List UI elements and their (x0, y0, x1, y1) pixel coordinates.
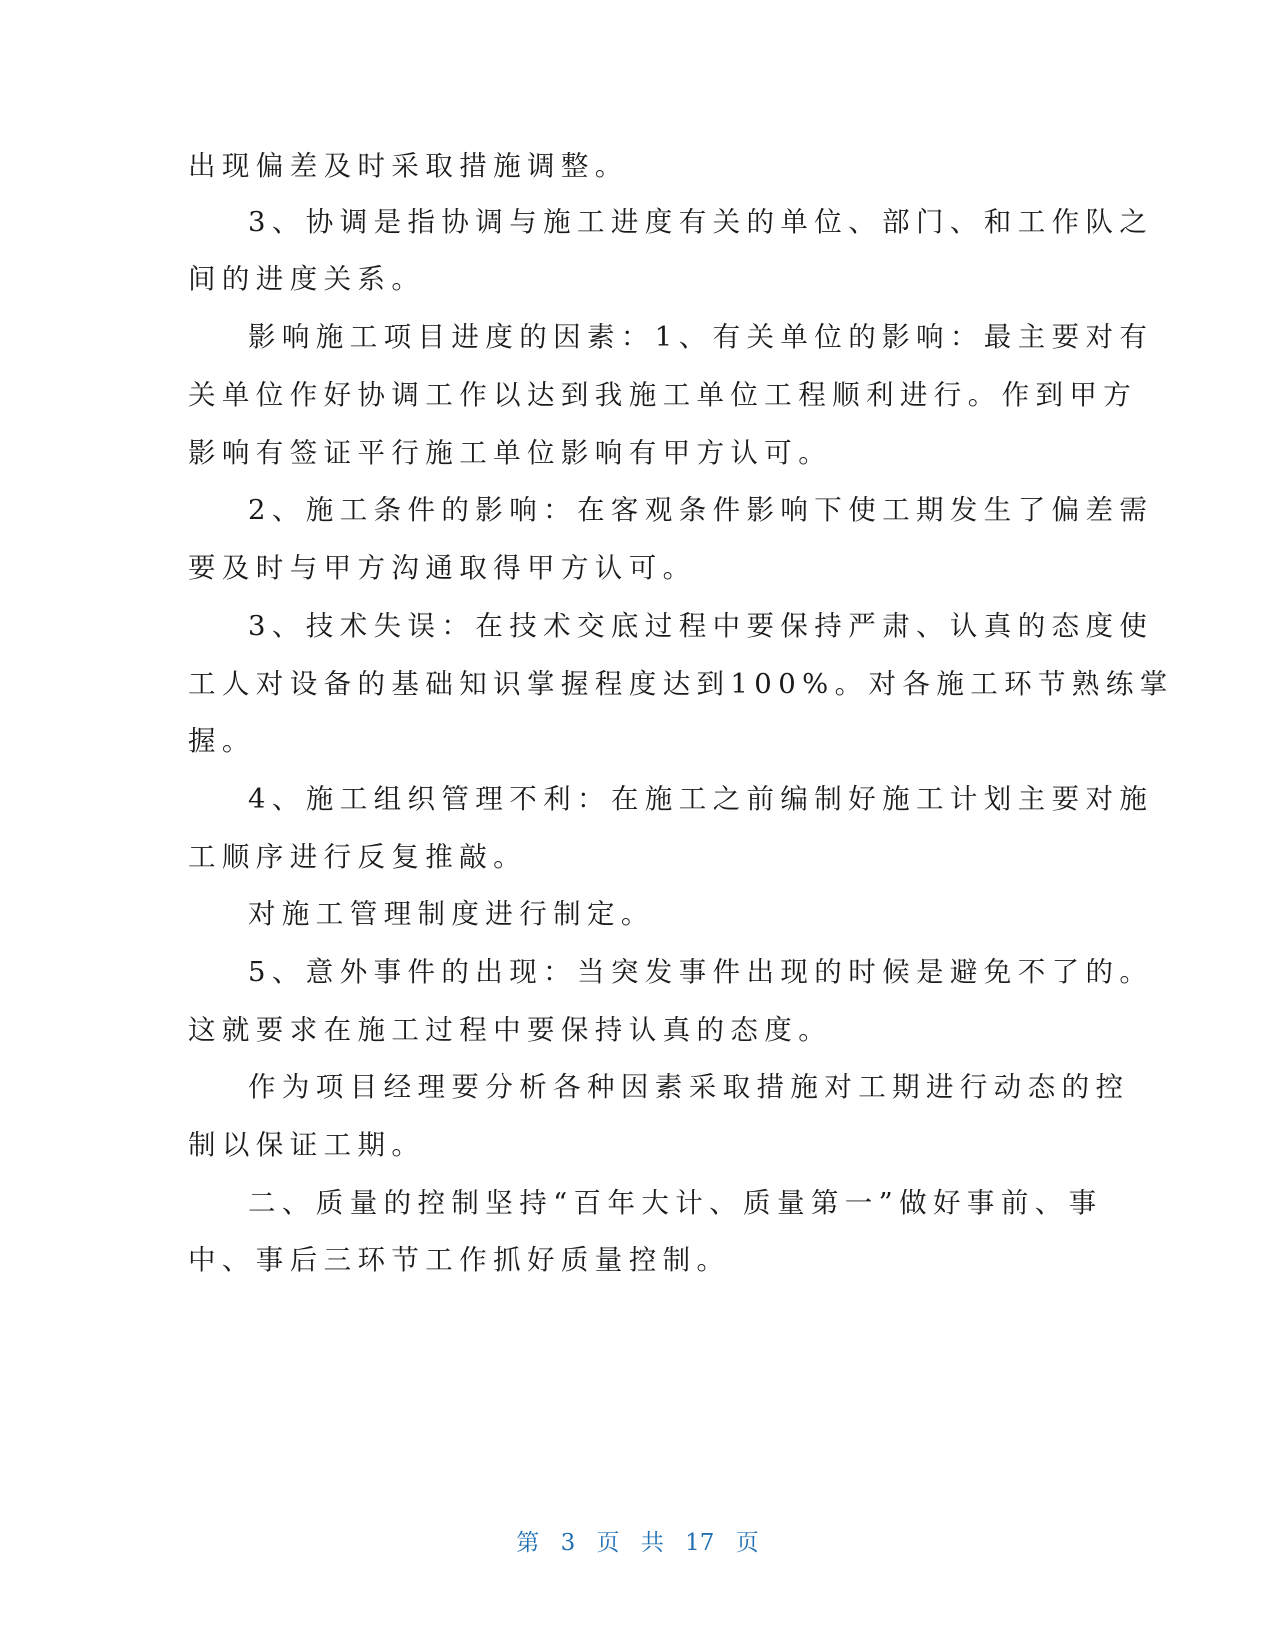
footer-ye-end: 页 (735, 1530, 759, 1556)
body-line: 影响施工项目进度的因素：1、有关单位的影响：最主要对有 (248, 321, 1154, 353)
body-line: 影响有签证平行施工单位影响有甲方认可。 (188, 437, 833, 469)
body-line: 这就要求在施工过程中要保持认真的态度。 (188, 1014, 833, 1046)
body-line: 出现偏差及时采取措施调整。 (188, 150, 629, 182)
body-line: 关单位作好协调工作以达到我施工单位工程顺利进行。作到甲方 (188, 379, 1138, 411)
body-line: 4、施工组织管理不利：在施工之前编制好施工计划主要对施 (248, 783, 1154, 815)
body-line: 工人对设备的基础知识掌握程度达到100%。对各施工环节熟练掌 (188, 668, 1174, 700)
body-line: 制以保证工期。 (188, 1129, 426, 1161)
body-line: 2、施工条件的影响：在客观条件影响下使工期发生了偏差需 (248, 494, 1154, 526)
body-line: 对施工管理制度进行制定。 (248, 898, 655, 930)
body-line: 间的进度关系。 (188, 263, 426, 295)
body-line: 要及时与甲方沟通取得甲方认可。 (188, 552, 697, 584)
body-line: 二、质量的控制坚持“百年大计、质量第一”做好事前、事 (248, 1187, 1103, 1219)
page-number-footer (0, 1526, 1275, 1560)
footer-ye: 页 (596, 1530, 620, 1556)
total-page-count: 17 (685, 1530, 715, 1556)
body-line: 3、协调是指协调与施工进度有关的单位、部门、和工作队之 (248, 206, 1154, 238)
body-line: 3、技术失误：在技术交底过程中要保持严肃、认真的态度使 (248, 610, 1154, 642)
current-page-number: 3 (560, 1530, 576, 1556)
body-line: 中、事后三环节工作抓好质量控制。 (188, 1244, 731, 1276)
body-line: 握。 (188, 725, 256, 757)
footer-gong: 共 (640, 1530, 664, 1556)
body-line: 5、意外事件的出现：当突发事件出现的时候是避免不了的。 (248, 956, 1154, 988)
body-line: 作为项目经理要分析各种因素采取措施对工期进行动态的控 (248, 1071, 1130, 1103)
footer-di: 第 (516, 1530, 540, 1556)
body-line: 工顺序进行反复推敲。 (188, 841, 527, 873)
